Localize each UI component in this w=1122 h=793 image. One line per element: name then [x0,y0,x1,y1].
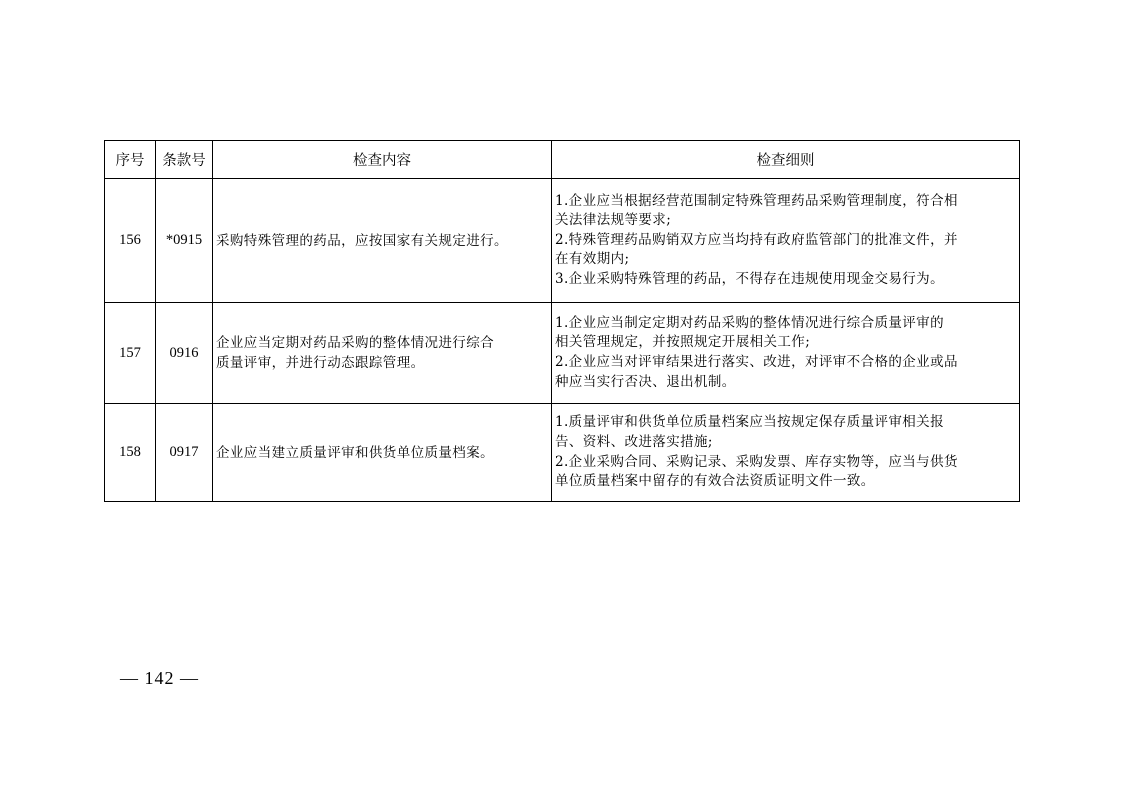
cell-clause: 0917 [156,404,213,502]
cell-detail [552,179,1020,303]
detail-line: 告、资料、改进落实措施; [555,433,713,450]
content-line: 采购特殊管理的药品，应按国家有关规定进行。 [216,232,508,249]
content-line: 质量评审，并进行动态跟踪管理。 [216,355,425,371]
detail-line: 单位质量档案中留存的有效合法资质证明文件一致。 [555,473,875,490]
header-detail: 检查细则 [552,141,1020,179]
detail-line: 相关管理规定，并按照规定开展相关工作; [555,334,811,351]
detail-line: 关法律法规等要求; [555,212,672,229]
table-row [105,404,1020,502]
table-body [105,179,1020,502]
header-content: 检查内容 [213,141,552,179]
cell-seq: 158 [105,404,156,502]
header-clause: 条款号 [156,141,213,179]
content-line: 企业应当建立质量评审和供货单位质量档案。 [216,444,494,461]
header-seq: 序号 [105,141,156,179]
table-row [105,303,1020,404]
table-row [105,179,1020,303]
cell-detail [552,404,1020,502]
detail-line: 在有效期内; [555,251,630,268]
cell-content [213,404,552,502]
page-number: — 142 — [120,668,199,688]
detail-line: 1.企业应当制定定期对药品采购的整体情况进行综合质量评审的 [555,314,944,331]
detail-line: 2.企业采购合同、采购记录、采购发票、库存实物等，应当与供货 [555,453,958,470]
cell-clause: 0916 [156,303,213,404]
detail-line: 2.特殊管理药品购销双方应当均持有政府监管部门的批准文件，并 [555,231,958,248]
detail-line: 1.企业应当根据经营范围制定特殊管理药品采购管理制度，符合相 [555,192,958,209]
cell-seq: 157 [105,303,156,404]
cell-content [213,179,552,303]
inspection-table [104,140,1020,502]
cell-detail [552,303,1020,404]
detail-line: 2.企业应当对评审结果进行落实、改进，对评审不合格的企业或品 [555,354,958,370]
cell-content [213,303,552,404]
content-line: 企业应当定期对药品采购的整体情况进行综合 [216,335,494,351]
detail-line: 种应当实行否决、退出机制。 [555,373,736,390]
detail-line: 1.质量评审和供货单位质量档案应当按规定保存质量评审相关报 [555,414,944,431]
cell-clause: *0915 [156,179,213,303]
header-row [105,141,1020,179]
table-header [105,141,1020,179]
detail-line: 3.企业采购特殊管理的药品，不得存在违规使用现金交易行为。 [555,270,944,287]
cell-seq: 156 [105,179,156,303]
